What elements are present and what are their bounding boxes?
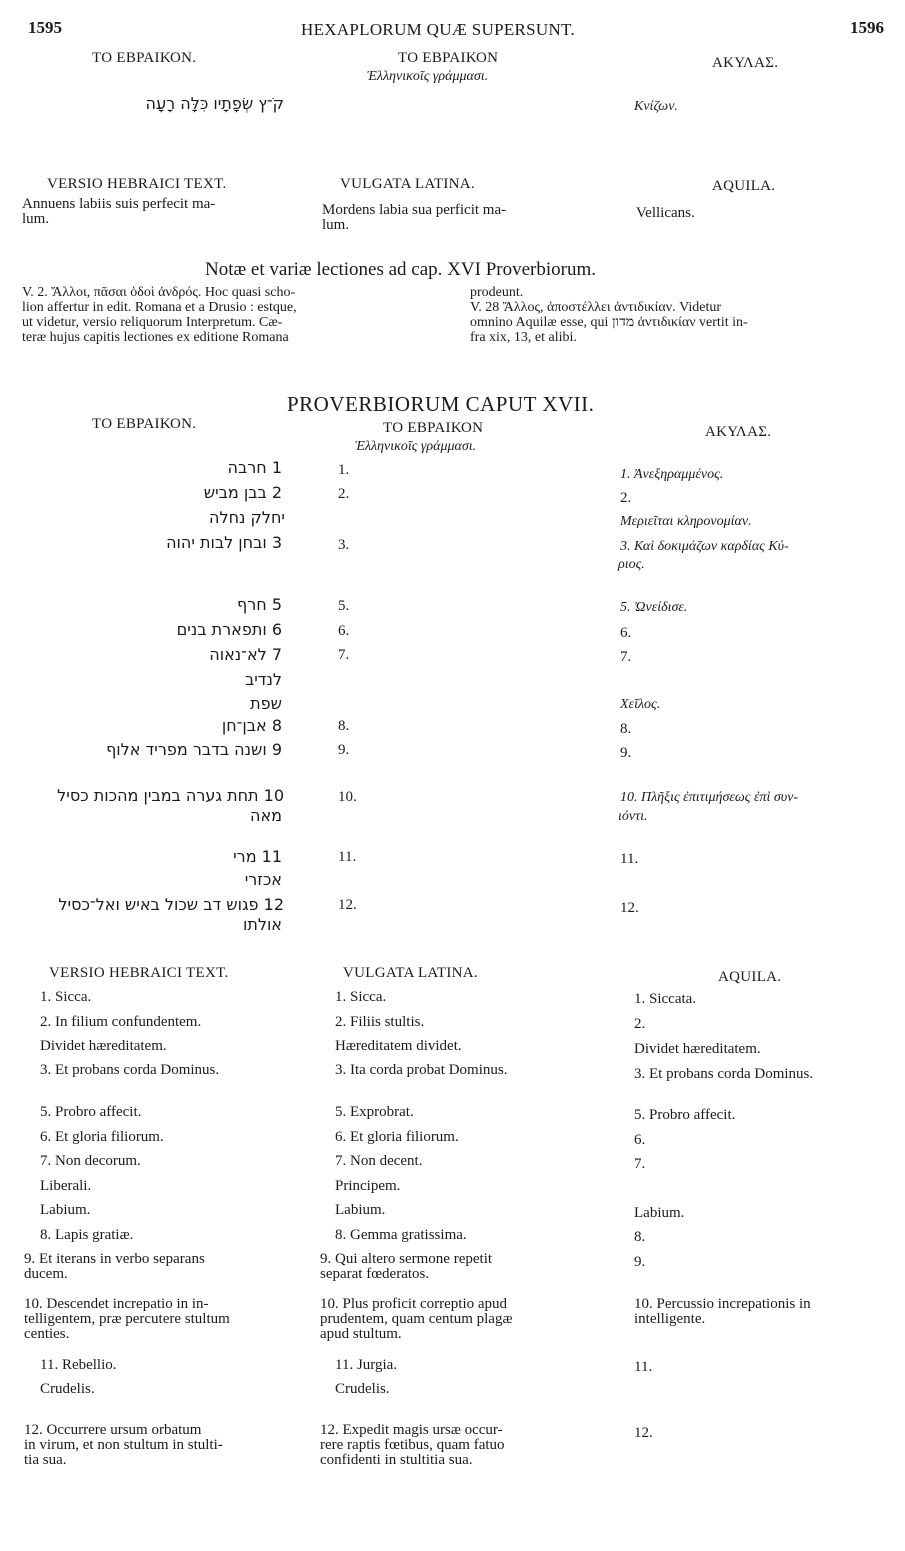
latin-mid-row: Crudelis. — [335, 1381, 390, 1397]
translit-verse-number: 12. — [338, 897, 357, 913]
translit-verse-number: 9. — [338, 742, 350, 758]
top-hebrew-text: קֹ־ץ שְׂפָתָיו כִּלָּה רָעָה — [145, 94, 284, 113]
aquila-greek-row: 1. Ἀνεξηραμμένος. — [620, 467, 724, 482]
latin-mid-row: 6. Et gloria filiorum. — [335, 1129, 459, 1145]
latin-head-3: AQUILA. — [718, 969, 782, 985]
notes-left: V. 2. Ἄλλοι, πᾶσαι ὁδοὶ ἀνδρός. Hoc quasi scho- lion affertur in edit. Romana et a Drusio : estque, ut videtur, versio reliquorum Interpretum. Cæ- teræ hujus capitis lectiones ex editione Romana — [22, 285, 297, 345]
aquila-greek-row: 6. — [620, 625, 632, 641]
latin-left-row: 11. Rebellio. — [40, 1357, 117, 1373]
latin-left-row: 6. Et gloria filiorum. — [40, 1129, 164, 1145]
hebrew-row: 9 ושנה בדבר מפריד אלוף — [106, 740, 282, 759]
latin-left-row: 10. Descendet increpatio in in- telligentem, præ percutere stultum centies. — [24, 1296, 230, 1342]
top-latin-head-3: AQUILA. — [712, 178, 776, 194]
aquila-greek-row: Χεῖλος. — [620, 697, 661, 712]
ch-head-hebrew: ΤΟ ΕΒΡΑΙΚΟΝ. — [92, 416, 197, 432]
latin-mid-row: 8. Gemma gratissima. — [335, 1227, 467, 1243]
top-latin-head-2: VULGATA LATINA. — [340, 176, 475, 192]
ch-head-aquila: ΑΚΥΛΑΣ. — [705, 424, 772, 440]
top-latin-cell-2: Mordens labia sua perficit ma- lum. — [322, 202, 507, 233]
translit-verse-number: 1. — [338, 462, 350, 478]
aquila-greek-row: ριος. — [618, 557, 645, 572]
aquila-greek-row: 9. — [620, 745, 632, 761]
top-latin-cell-1: Annuens labiis suis perfecit ma- lum. — [22, 196, 216, 227]
aquila-greek-row: 8. — [620, 721, 632, 737]
top-aquila-text: Κνίζων. — [634, 99, 678, 114]
latin-right-row: 9. — [634, 1254, 646, 1270]
translit-verse-number: 6. — [338, 623, 350, 639]
latin-mid-row: 5. Exprobrat. — [335, 1104, 414, 1120]
translit-verse-number: 10. — [338, 789, 357, 805]
latin-mid-row: Hæreditatem dividet. — [335, 1038, 462, 1054]
top-sub-translit: Ἑλληνικοῖς γράμμασι. — [367, 69, 489, 84]
latin-right-row: Dividet hæreditatem. — [634, 1041, 761, 1057]
latin-right-row: 3. Et probans corda Dominus. — [634, 1066, 814, 1082]
latin-left-row: 9. Et iterans in verbo separans ducem. — [24, 1251, 205, 1282]
hebrew-row: 2 בבן מביש — [203, 483, 282, 502]
latin-mid-row: 7. Non decent. — [335, 1153, 423, 1169]
page-number-left: 1595 — [28, 18, 62, 37]
notes-title: Notæ et variæ lectiones ad cap. XVI Proverbiorum. — [205, 259, 596, 280]
latin-mid-row: Labium. — [335, 1202, 386, 1218]
latin-mid-row: Principem. — [335, 1178, 401, 1194]
latin-left-row: Liberali. — [40, 1178, 92, 1194]
latin-mid-row: 9. Qui altero sermone repetit separat fœderatos. — [320, 1251, 493, 1282]
aquila-greek-row: 5. Ὠνείδισε. — [620, 600, 688, 615]
latin-left-row: 12. Occurrere ursum orbatum in virum, et non stultum in stulti- tia sua. — [24, 1422, 223, 1468]
aquila-greek-row: 7. — [620, 649, 632, 665]
notes-right: prodeunt. V. 28 Ἄλλος, ἀποστέλλει ἀντιδικίαν. Videtur omnino Aquilæ esse, qui מדון ἀντιδικίαν vertit in- fra xix, 13, et alibi. — [470, 285, 748, 345]
latin-left-row: Labium. — [40, 1202, 91, 1218]
hebrew-row: 8 אבן־חן — [221, 716, 282, 735]
latin-right-row: 2. — [634, 1016, 646, 1032]
page-number-right: 1596 — [850, 18, 884, 37]
latin-head-1: VERSIO HEBRAICI TEXT. — [49, 965, 229, 981]
hebrew-row: 6 ותפארת בנים — [176, 620, 282, 639]
latin-right-row: 12. — [634, 1425, 653, 1441]
hebrew-row: יחלק נחלה — [209, 508, 285, 527]
hebrew-row: אולתו — [242, 915, 282, 934]
latin-mid-row: 3. Ita corda probat Dominus. — [335, 1062, 508, 1078]
ch-sub-translit: Ἑλληνικοῖς γράμμασι. — [355, 439, 477, 454]
hebrew-row: 1 חרבה — [227, 458, 282, 477]
latin-left-row: 3. Et probans corda Dominus. — [40, 1062, 220, 1078]
top-latin-cell-3: Vellicans. — [636, 205, 695, 221]
latin-left-row: 2. In filium confundentem. — [40, 1014, 202, 1030]
translit-verse-number: 8. — [338, 718, 350, 734]
latin-right-row: 5. Probro affecit. — [634, 1107, 736, 1123]
latin-right-row: Labium. — [634, 1205, 685, 1221]
hebrew-row: 7 לא־נאוה — [209, 645, 282, 664]
aquila-greek-row: 12. — [620, 900, 639, 916]
latin-right-row: 6. — [634, 1132, 646, 1148]
chapter-title: PROVERBIORUM CAPUT XVII. — [287, 392, 595, 416]
translit-verse-number: 2. — [338, 486, 350, 502]
aquila-greek-row: 10. Πλῆξις ἐπιτιμήσεως ἐπὶ συν- — [620, 790, 799, 805]
translit-verse-number: 3. — [338, 537, 350, 553]
hebrew-row: 3 ובחן לבות יהוה — [166, 533, 282, 552]
latin-left-row: Crudelis. — [40, 1381, 95, 1397]
latin-right-row: 8. — [634, 1229, 646, 1245]
top-head-aquila: ΑΚΥΛΑΣ. — [712, 55, 779, 71]
latin-left-row: 7. Non decorum. — [40, 1153, 141, 1169]
hebrew-row: לנדיב — [244, 670, 282, 689]
top-head-translit: ΤΟ ΕΒΡΑΙΚΟΝ — [398, 50, 499, 66]
hebrew-row: שפת — [250, 694, 282, 713]
latin-mid-row: 11. Jurgia. — [335, 1357, 398, 1373]
latin-mid-row: 2. Filiis stultis. — [335, 1014, 425, 1030]
aquila-greek-row: Μεριεῖται κληρονομίαν. — [620, 514, 752, 529]
top-latin-head-1: VERSIO HEBRAICI TEXT. — [47, 176, 227, 192]
latin-mid-row: 1. Sicca. — [335, 989, 387, 1005]
ch-head-translit: ΤΟ ΕΒΡΑΙΚΟΝ — [383, 420, 484, 436]
hebrew-row: 12 פגוש דב שכול באיש ואל־כסיל — [58, 895, 284, 914]
running-title: HEXAPLORUM QUÆ SUPERSUNT. — [301, 20, 576, 39]
latin-right-row: 7. — [634, 1156, 646, 1172]
aquila-greek-row: 2. — [620, 490, 632, 506]
hebrew-row: 11 מרי — [233, 847, 282, 866]
hebrew-row: אכזרי — [244, 870, 282, 889]
translit-verse-number: 7. — [338, 647, 350, 663]
latin-right-row: 11. — [634, 1359, 653, 1375]
latin-left-row: 1. Sicca. — [40, 989, 92, 1005]
top-head-hebrew: ΤΟ ΕΒΡΑΙΚΟΝ. — [92, 50, 197, 66]
aquila-greek-row: 11. — [620, 851, 639, 867]
aquila-greek-row: ιόντι. — [618, 809, 648, 824]
latin-head-2: VULGATA LATINA. — [343, 965, 478, 981]
latin-mid-row: 12. Expedit magis ursæ occur- rere raptis fœtibus, quam fatuo confidenti in stultitia sua. — [320, 1422, 505, 1468]
hebrew-row: 10 תחת גערה במבין מהכות כסיל — [57, 786, 284, 805]
hebrew-row: מאה — [249, 806, 282, 825]
latin-mid-row: 10. Plus proficit correptio apud prudentem, quam centum plagæ apud stultum. — [320, 1296, 513, 1342]
hebrew-row: 5 חרף — [237, 595, 282, 614]
latin-right-row: 1. Siccata. — [634, 991, 697, 1007]
translit-verse-number: 11. — [338, 849, 357, 865]
aquila-greek-row: 3. Καὶ δοκιμάζων καρδίας Κύ- — [620, 539, 789, 554]
latin-right-row: 10. Percussio increpationis in intelligente. — [634, 1296, 811, 1327]
latin-left-row: 5. Probro affecit. — [40, 1104, 142, 1120]
translit-verse-number: 5. — [338, 598, 350, 614]
latin-left-row: 8. Lapis gratiæ. — [40, 1227, 134, 1243]
latin-left-row: Dividet hæreditatem. — [40, 1038, 167, 1054]
